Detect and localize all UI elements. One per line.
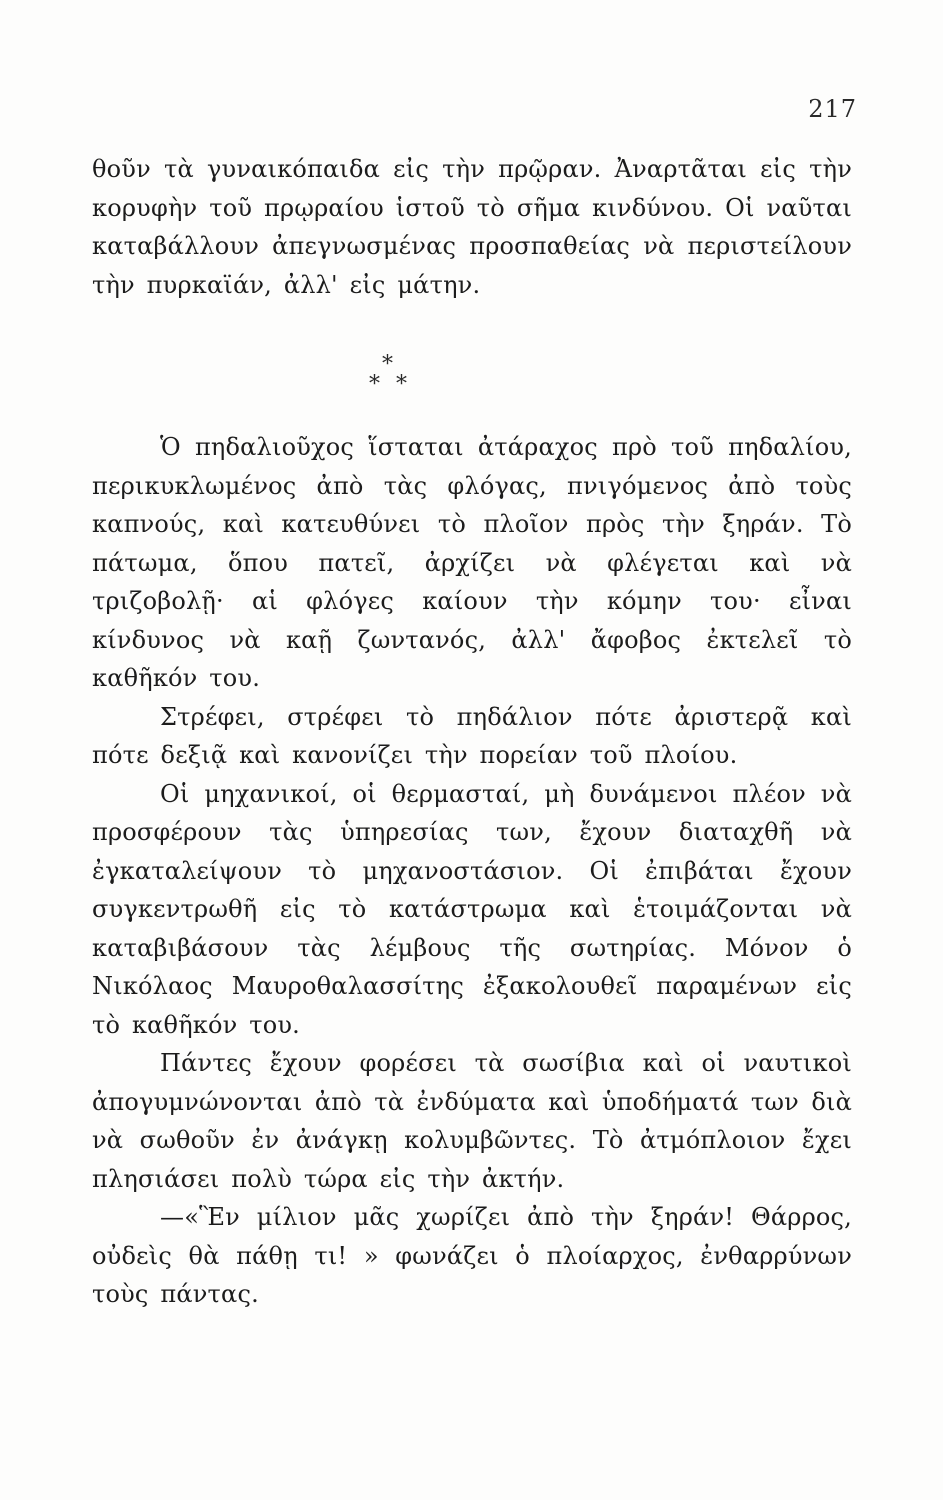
paragraph-helmsman: Ὁ πηδαλιοῦχος ἵσταται ἀτάραχος πρὸ τοῦ πηδαλίου, περικυκλωμένος ἀπὸ τὰς φλόγας, πνιγόμενος ἀπὸ τοὺς καπνούς, καὶ κατευθύνει τὸ πλοῖον πρὸς τὴν ξηράν. Τὸ πάτωμα, ὅπου πατεῖ, ἀρχίζει νὰ φλέγεται καὶ νὰ τριζοβολῇ· αἱ φλόγες καίουν τὴν κόμην του· εἶναι κίνδυνος νὰ καῇ ζωντανός, ἀλλ' ἄφοβος ἐκτελεῖ τὸ καθῆκόν του. (92, 433, 852, 692)
asterism-star-left: * (369, 372, 380, 397)
paragraph-continued: θοῦν τὰ γυναικόπαιδα εἰς τὴν πρῷραν. Ἀναρτᾶται εἰς τὴν κορυφὴν τοῦ πρῳραίου ἱστοῦ τὸ σῆμα κινδύνου. Οἱ ναῦται καταβάλλουν ἀπεγνωσμένας προσπαθείας νὰ περιστείλουν τὴν πυρκαϊάν, ἀλλ' εἰς μάτην. (92, 155, 852, 299)
section-break-asterism (92, 304, 852, 428)
asterism-star-right: * (396, 372, 407, 397)
paragraph-lifejackets: Πάντες ἔχουν φορέσει τὰ σωσίβια καὶ οἱ ναυτικοὶ ἀπογυμνώνονται ἀπὸ τὰ ἐνδύματα καὶ ὑποδήματά των διὰ νὰ σωθοῦν ἐν ἀνάγκῃ κολυμβῶντες. Τὸ ἀτμόπλοιον ἔχει πλησιάσει πολὺ τώρα εἰς τὴν ἀκτήν. (92, 1049, 852, 1193)
page-body (92, 150, 852, 1314)
paragraph-captain-speech: —«Ἓν μίλιον μᾶς χωρίζει ἀπὸ τὴν ξηράν! Θάρρος, οὐδεὶς θὰ πάθῃ τι! » φωνάζει ὁ πλοίαρχος, ἐνθαρρύνων τοὺς πάντας. (92, 1203, 852, 1308)
paragraph-engineers: Οἱ μηχανικοί, οἱ θερμασταί, μὴ δυνάμενοι πλέον νὰ προσφέρουν τὰς ὑπηρεσίας των, ἔχουν διαταχθῆ νὰ ἐγκαταλείψουν τὸ μηχανοστάσιον. Οἱ ἐπιβάται ἔχουν συγκεντρωθῆ εἰς τὸ κατάστρωμα καὶ ἑτοιμάζονται νὰ καταβιβάσουν τὰς λέμβους τῆς σωτηρίας. Μόνον ὁ Νικόλαος Μαυροθαλασσίτης ἐξακολουθεῖ παραμένων εἰς τὸ καθῆκόν του. (92, 779, 852, 1039)
asterism-star-top: * (382, 352, 393, 377)
paragraph-steering: Στρέφει, στρέφει τὸ πηδάλιον πότε ἀριστερᾷ καὶ πότε δεξιᾷ καὶ κανονίζει τὴν πορείαν τοῦ πλοίου. (92, 702, 852, 769)
page-number: 217 (808, 95, 857, 123)
